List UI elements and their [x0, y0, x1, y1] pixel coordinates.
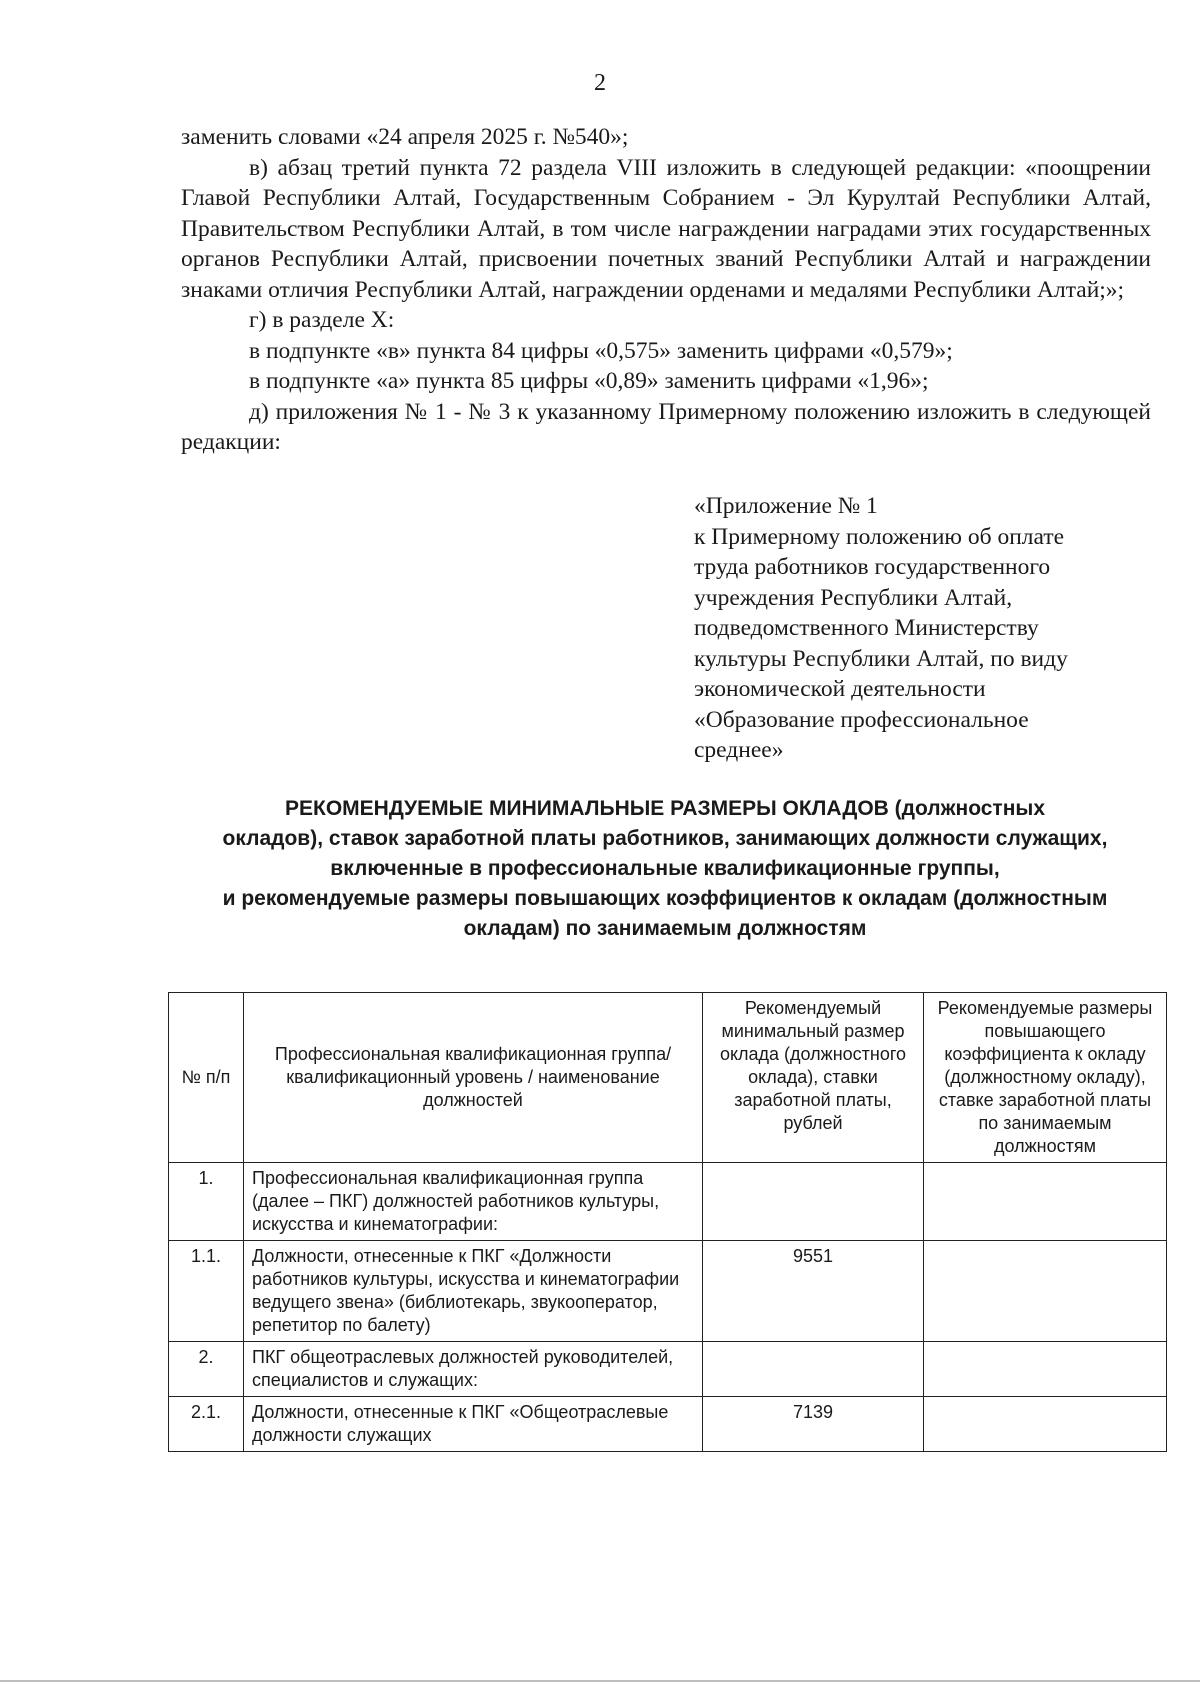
row-coefficient: [924, 1397, 1167, 1452]
appendix-caption: [694, 491, 1154, 766]
document-heading: [170, 794, 1160, 944]
appendix-line: среднее»: [694, 737, 784, 763]
heading-line-3: включенные в профессиональные квалификационные группы,: [330, 857, 1000, 880]
heading-line-1: [170, 794, 1160, 824]
row-number: 2.1.: [169, 1397, 244, 1452]
table-row: [169, 1163, 1167, 1241]
header-number: № п/п: [169, 993, 244, 1163]
heading-line-5: окладам) по занимаемым должностям: [463, 917, 867, 940]
row-group-name: Профессиональная квалификационная группа (далее – ПКГ) должностей работников культуры, искусства и кинематографии:: [244, 1163, 703, 1241]
heading-line-2: окладов), ставок заработной платы работников, занимающих должности служащих,: [222, 827, 1108, 850]
heading-line-4: и рекомендуемые размеры повышающих коэффициентов к окладам (должностным: [222, 887, 1108, 910]
table-row: [169, 1342, 1167, 1397]
row-coefficient: [924, 1342, 1167, 1397]
row-min-salary: 9551: [703, 1241, 924, 1342]
heading-caps: РЕКОМЕНДУЕМЫЕ МИНИМАЛЬНЫЕ РАЗМЕРЫ ОКЛАДОВ: [284, 797, 889, 820]
row-group-name: Должности, отнесенные к ПКГ «Должности работников культуры, искусства и кинематографии ведущего звена» (библиотекарь, звукооператор, репетитор по балету): [244, 1241, 703, 1342]
appendix-line: труда работников государственного: [694, 554, 1051, 580]
header-min-salary: Рекомендуемый минимальный размер оклада (должностного оклада), ставки заработной платы, рублей: [703, 993, 924, 1163]
row-min-salary: [703, 1342, 924, 1397]
row-group-name: ПКГ общеотраслевых должностей руководителей, специалистов и служащих:: [244, 1342, 703, 1397]
heading-caps-rest: (должностных: [888, 797, 1046, 820]
table-header-row: [169, 993, 1167, 1163]
paragraph-subitem-84: в подпункте «в» пункта 84 цифры «0,575» заменить цифрами «0,579»;: [249, 337, 953, 364]
body-text: [181, 122, 1151, 458]
appendix-line: учреждения Республики Алтай,: [694, 584, 1013, 611]
table-row: [169, 1241, 1167, 1342]
paragraph-item-g: г) в разделе X:: [249, 307, 395, 333]
appendix-line: экономической деятельности: [694, 676, 986, 702]
row-coefficient: [924, 1241, 1167, 1342]
row-group-name: Должности, отнесенные к ПКГ «Общеотраслевые должности служащих: [244, 1397, 703, 1452]
header-group-name: Профессиональная квалификационная группа/ квалификационный уровень / наименование должностей: [244, 993, 703, 1163]
paragraph-item-d: д) приложения № 1 - № 3 к указанному Примерному положению изложить в следующей редакции:: [181, 398, 1151, 455]
salary-table: [168, 992, 1167, 1452]
paragraph-continuation: заменить словами «24 апреля 2025 г. №540»;: [181, 124, 629, 150]
row-min-salary: [703, 1163, 924, 1241]
row-number: 1.1.: [169, 1241, 244, 1342]
appendix-line: подведомственного Министерству: [694, 615, 1039, 641]
scan-edge-line: [0, 1680, 1200, 1682]
row-number: 2.: [169, 1342, 244, 1397]
row-number: 1.: [169, 1163, 244, 1241]
appendix-line: «Образование профессиональное: [694, 706, 1029, 733]
row-coefficient: [924, 1163, 1167, 1241]
appendix-line: к Примерному положению об оплате: [694, 523, 1065, 550]
appendix-line: «Приложение № 1: [694, 493, 878, 519]
header-coefficient: Рекомендуемые размеры повышающего коэффициента к окладу (должностному окладу), ставке заработной платы по занимаемым должностям: [924, 993, 1167, 1163]
paragraph-subitem-85: в подпункте «а» пункта 85 цифры «0,89» заменить цифрами «1,96»;: [249, 368, 929, 394]
appendix-line: культуры Республики Алтай, по виду: [694, 645, 1068, 672]
table-row: [169, 1397, 1167, 1452]
row-min-salary: 7139: [703, 1397, 924, 1452]
paragraph-item-v: в) абзац третий пункта 72 раздела VIII изложить в следующей редакции: «поощрении Главой Республики Алтай, Государственным Собранием - Эл Курултай Республики Алтай, Правительством Республики Алтай, в том числе награждении наградами этих государственных органов Республики Алтай, присвоении почетных званий Республики Алтай и награждении знаками отличия Республики Алтай, награждении орденами и медалями Республики Алтай;»;: [181, 154, 1151, 303]
page-number: 2: [594, 70, 606, 96]
